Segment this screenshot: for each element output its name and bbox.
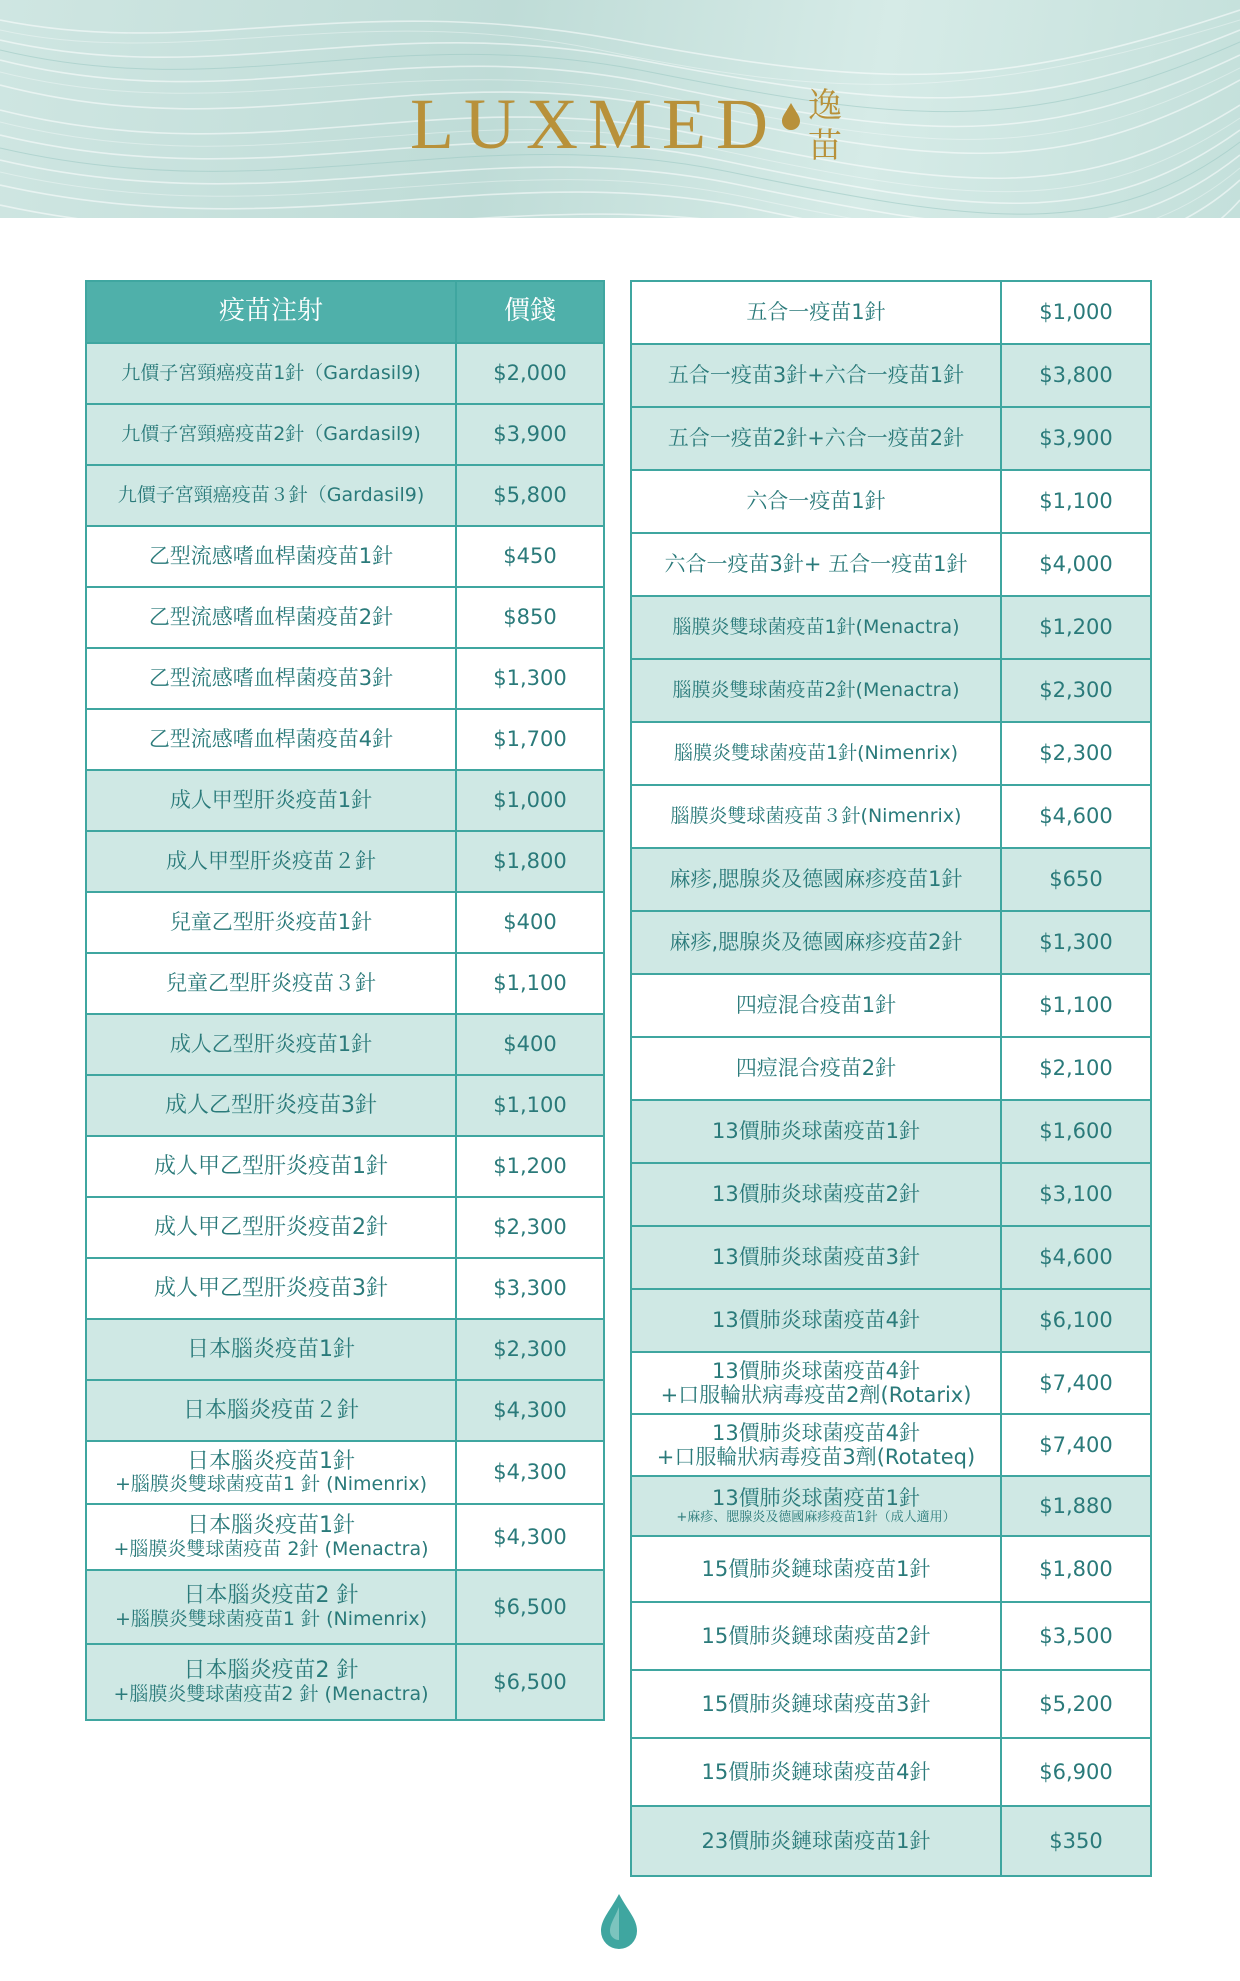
- header-banner: [0, 0, 1240, 218]
- table-row: [87, 466, 603, 527]
- vaccine-price: $2,000: [493, 361, 567, 386]
- vaccine-name: 13價肺炎球菌疫苗4針: [632, 1290, 1002, 1351]
- vaccine-price: $400: [503, 1032, 557, 1057]
- vaccine-price: $1,000: [493, 788, 567, 813]
- brand-chinese: [808, 86, 842, 166]
- table-row: [632, 1164, 1150, 1227]
- vaccine-name: 六合一疫苗3針+ 五合一疫苗1針: [632, 534, 1002, 595]
- table-row: [87, 954, 603, 1015]
- vaccine-name: 麻疹,腮腺炎及德國麻疹疫苗1針: [632, 849, 1002, 910]
- vaccine-name: 15價肺炎鏈球菌疫苗2針: [632, 1603, 1002, 1669]
- vaccine-name-line2: +口服輪狀病毒疫苗2劑(Rotarix): [660, 1383, 972, 1407]
- vaccine-name-line1: 日本腦炎疫苗2 針: [183, 1583, 359, 1609]
- table-row: [632, 975, 1150, 1038]
- vaccine-name: 15價肺炎鏈球菌疫苗1針: [632, 1537, 1002, 1601]
- vaccine-name: 乙型流感嗜血桿菌疫苗1針: [87, 527, 457, 586]
- vaccine-name-line1: 13價肺炎球菌疫苗4針: [711, 1420, 921, 1445]
- vaccine-price: $1,600: [1039, 1119, 1113, 1144]
- table-row: [632, 1101, 1150, 1164]
- table-row: [632, 597, 1150, 660]
- table-row: [87, 1015, 603, 1076]
- table-row: [632, 660, 1150, 723]
- vaccine-name-line2: +腦膜炎雙球菌疫苗 2針 (Menactra): [113, 1537, 429, 1560]
- brand-wordmark: LUXMED: [410, 84, 778, 164]
- vaccine-name: 腦膜炎雙球菌疫苗３針(Nimenrix): [632, 786, 1002, 847]
- table-row: [87, 710, 603, 771]
- vaccine-name: 15價肺炎鏈球菌疫苗3針: [632, 1671, 1002, 1737]
- vaccine-name: 兒童乙型肝炎疫苗３針: [87, 954, 457, 1013]
- table-row: [632, 534, 1150, 597]
- vaccine-name-line2: +麻疹、腮腺炎及德國麻疹疫苗1針（成人適用）: [676, 1509, 956, 1525]
- vaccine-price: $350: [1049, 1828, 1103, 1853]
- vaccine-price: $1,700: [493, 727, 567, 752]
- vaccine-price: $1,100: [493, 971, 567, 996]
- vaccine-price: $1,100: [1039, 993, 1113, 1018]
- table-row: [632, 723, 1150, 786]
- table-row: [87, 344, 603, 405]
- vaccine-price: $3,300: [493, 1276, 567, 1301]
- vaccine-name: 九價子宮頸癌疫苗2針（Gardasil9): [87, 405, 457, 464]
- table-row: [87, 1320, 603, 1381]
- vaccine-name: [632, 1353, 1002, 1413]
- vaccine-name: [632, 1477, 1002, 1535]
- vaccine-name: 13價肺炎球菌疫苗1針: [632, 1101, 1002, 1162]
- table-row: [87, 1076, 603, 1137]
- vaccine-price: $1,880: [1039, 1493, 1113, 1518]
- vaccine-name: 腦膜炎雙球菌疫苗1針(Menactra): [632, 597, 1002, 658]
- header-price: 價錢: [503, 296, 556, 327]
- table-row: [87, 1137, 603, 1198]
- vaccine-name: 乙型流感嗜血桿菌疫苗4針: [87, 710, 457, 769]
- vaccine-price: $5,200: [1039, 1691, 1113, 1716]
- vaccine-name-line1: 日本腦炎疫苗1針: [187, 1513, 355, 1539]
- table-row: [632, 282, 1150, 345]
- table-row: [632, 1038, 1150, 1101]
- vaccine-price: $6,900: [1039, 1759, 1113, 1784]
- vaccine-name: 九價子宮頸癌疫苗３針（Gardasil9): [87, 466, 457, 525]
- vaccine-name: 成人甲乙型肝炎疫苗1針: [87, 1137, 457, 1196]
- table-row: [87, 1381, 603, 1442]
- vaccine-name: 成人甲型肝炎疫苗２針: [87, 832, 457, 891]
- vaccine-name: 腦膜炎雙球菌疫苗2針(Menactra): [632, 660, 1002, 721]
- vaccine-name: 乙型流感嗜血桿菌疫苗3針: [87, 649, 457, 708]
- vaccine-price: $400: [503, 910, 557, 935]
- vaccine-name-line1: 13價肺炎球菌疫苗4針: [711, 1358, 921, 1383]
- header-vaccine: 疫苗注射: [87, 282, 457, 342]
- vaccine-name: 23價肺炎鏈球菌疫苗1針: [632, 1807, 1002, 1875]
- brand-cn-top: 逸: [807, 86, 842, 126]
- table-row: [87, 893, 603, 954]
- vaccine-price: $6,100: [1039, 1308, 1113, 1333]
- vaccine-price: $4,600: [1039, 804, 1113, 829]
- vaccine-name-line1: 日本腦炎疫苗1針: [187, 1448, 355, 1474]
- vaccine-name: 九價子宮頸癌疫苗1針（Gardasil9): [87, 344, 457, 403]
- vaccine-price: $1,300: [1039, 930, 1113, 955]
- vaccine-price-table-right: [630, 280, 1152, 1877]
- vaccine-name: 麻疹,腮腺炎及德國麻疹疫苗2針: [632, 912, 1002, 973]
- vaccine-name: 成人乙型肝炎疫苗3針: [87, 1076, 457, 1135]
- vaccine-name: 13價肺炎球菌疫苗2針: [632, 1164, 1002, 1225]
- table-row: [87, 1645, 603, 1719]
- table-row: [87, 832, 603, 893]
- vaccine-name: 腦膜炎雙球菌疫苗1針(Nimenrix): [632, 723, 1002, 784]
- table-row: [632, 1290, 1150, 1353]
- vaccine-price: $1,300: [493, 666, 567, 691]
- vaccine-price: $6,500: [493, 1594, 567, 1619]
- table-row: [632, 1537, 1150, 1603]
- vaccine-name: [87, 1645, 457, 1719]
- vaccine-price: $7,400: [1039, 1370, 1113, 1395]
- vaccine-name-line2: +腦膜炎雙球菌疫苗1 針 (Nimenrix): [115, 1473, 427, 1496]
- vaccine-price: $1,100: [493, 1093, 567, 1118]
- table-row: [87, 588, 603, 649]
- table-row: [632, 408, 1150, 471]
- vaccine-name: [87, 1442, 457, 1503]
- vaccine-price: $2,300: [1039, 741, 1113, 766]
- table-row: [632, 345, 1150, 408]
- table-row: [632, 1227, 1150, 1290]
- table-row: [87, 405, 603, 466]
- vaccine-price: $5,800: [493, 483, 567, 508]
- table-row: [87, 1198, 603, 1259]
- vaccine-price: $3,800: [1039, 363, 1113, 388]
- vaccine-name-line1: 13價肺炎球菌疫苗1針: [711, 1486, 921, 1511]
- table-row: [87, 649, 603, 710]
- table-header-row: [87, 282, 603, 344]
- vaccine-name: 成人甲乙型肝炎疫苗2針: [87, 1198, 457, 1257]
- vaccine-name: 五合一疫苗1針: [632, 282, 1002, 343]
- vaccine-price: $1,800: [1039, 1556, 1113, 1581]
- table-row: [87, 527, 603, 588]
- vaccine-name: 乙型流感嗜血桿菌疫苗2針: [87, 588, 457, 647]
- vaccine-name: [87, 1505, 457, 1569]
- vaccine-price: $6,500: [493, 1669, 567, 1694]
- vaccine-price: $2,100: [1039, 1056, 1113, 1081]
- table-row: [632, 1807, 1150, 1875]
- vaccine-name: 兒童乙型肝炎疫苗1針: [87, 893, 457, 952]
- vaccine-name: 四痘混合疫苗2針: [632, 1038, 1002, 1099]
- vaccine-price: $1,200: [493, 1154, 567, 1179]
- vaccine-name: 15價肺炎鏈球菌疫苗4針: [632, 1739, 1002, 1805]
- vaccine-name: 五合一疫苗2針+六合一疫苗2針: [632, 408, 1002, 469]
- vaccine-price: $650: [1049, 867, 1103, 892]
- vaccine-name: 五合一疫苗3針+六合一疫苗1針: [632, 345, 1002, 406]
- table-row: [87, 1571, 603, 1645]
- table-row: [87, 1442, 603, 1505]
- vaccine-price: $4,600: [1039, 1245, 1113, 1270]
- vaccine-price: $3,100: [1039, 1182, 1113, 1207]
- vaccine-price: $1,000: [1039, 300, 1113, 325]
- vaccine-name: 13價肺炎球菌疫苗3針: [632, 1227, 1002, 1288]
- vaccine-name: 成人乙型肝炎疫苗1針: [87, 1015, 457, 1074]
- table-row: [632, 849, 1150, 912]
- vaccine-price: $1,200: [1039, 615, 1113, 640]
- table-row: [632, 912, 1150, 975]
- brand-logo: [410, 82, 842, 172]
- vaccine-name: [632, 1415, 1002, 1475]
- vaccine-name: 六合一疫苗1針: [632, 471, 1002, 532]
- vaccine-name: 成人甲型肝炎疫苗1針: [87, 771, 457, 830]
- table-row: [632, 786, 1150, 849]
- vaccine-price: $450: [503, 544, 557, 569]
- table-row: [632, 1671, 1150, 1739]
- vaccine-price: $2,300: [493, 1337, 567, 1362]
- table-row: [87, 771, 603, 832]
- table-row: [632, 1477, 1150, 1537]
- table-row: [87, 1259, 603, 1320]
- vaccine-price-table-left: [85, 280, 605, 1721]
- vaccine-price: $3,500: [1039, 1623, 1113, 1648]
- vaccine-price: $2,300: [493, 1215, 567, 1240]
- table-row: [632, 1603, 1150, 1671]
- droplet-icon: [598, 1893, 640, 1951]
- vaccine-price: $1,800: [493, 849, 567, 874]
- vaccine-price: $850: [503, 605, 557, 630]
- brand-cn-bottom: 苗: [807, 126, 842, 166]
- vaccine-price: $3,900: [1039, 426, 1113, 451]
- vaccine-price: $7,400: [1039, 1432, 1113, 1457]
- vaccine-price: $4,300: [493, 1524, 567, 1549]
- vaccine-price: $3,900: [493, 422, 567, 447]
- vaccine-name-line2: +腦膜炎雙球菌疫苗2 針 (Menactra): [113, 1682, 429, 1705]
- vaccine-name: 日本腦炎疫苗２針: [87, 1381, 457, 1440]
- vaccine-name: 日本腦炎疫苗1針: [87, 1320, 457, 1379]
- vaccine-name: 成人甲乙型肝炎疫苗3針: [87, 1259, 457, 1318]
- vaccine-price: $4,300: [493, 1460, 567, 1485]
- vaccine-price: $1,100: [1039, 489, 1113, 514]
- vaccine-name-line2: +口服輪狀病毒疫苗3劑(Rotateq): [656, 1445, 976, 1469]
- vaccine-name-line2: +腦膜炎雙球菌疫苗1 針 (Nimenrix): [115, 1607, 427, 1630]
- vaccine-name: 四痘混合疫苗1針: [632, 975, 1002, 1036]
- table-row: [87, 1505, 603, 1571]
- table-row: [632, 1353, 1150, 1415]
- vaccine-name: [87, 1571, 457, 1643]
- vaccine-price: $4,000: [1039, 552, 1113, 577]
- vaccine-name-line1: 日本腦炎疫苗2 針: [183, 1658, 359, 1684]
- droplet-icon: [780, 102, 802, 130]
- table-row: [632, 1739, 1150, 1807]
- vaccine-price: $4,300: [493, 1398, 567, 1423]
- table-row: [632, 471, 1150, 534]
- table-row: [632, 1415, 1150, 1477]
- vaccine-price: $2,300: [1039, 678, 1113, 703]
